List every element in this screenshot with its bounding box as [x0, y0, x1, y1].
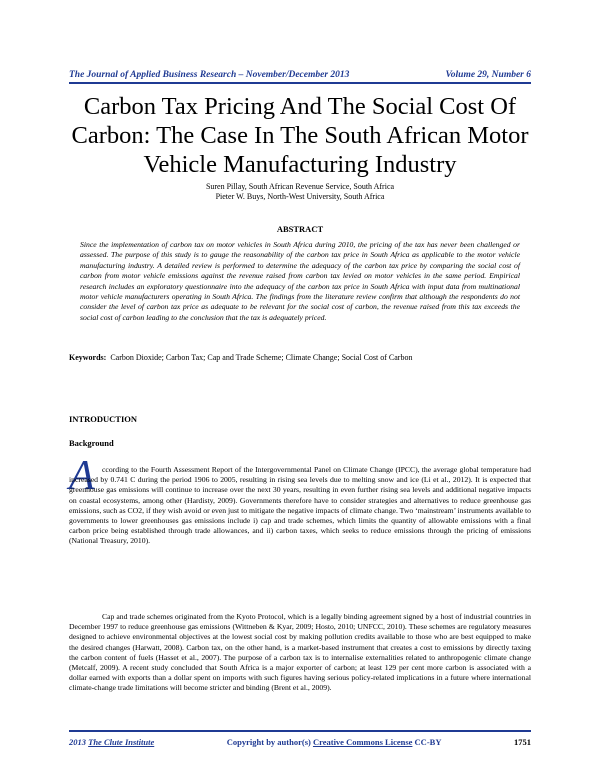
section-heading-introduction: INTRODUCTION: [69, 414, 138, 424]
paper-title: Carbon Tax Pricing And The Social Cost Of Carbon: The Case In The South African Motor Vehicle Manufacturing Industry: [71, 93, 529, 178]
footer-year: 2013: [69, 737, 86, 747]
author-2: Pieter W. Buys, North-West University, South Africa: [215, 192, 385, 201]
keywords-text: Carbon Dioxide; Carbon Tax; Cap and Trade Scheme; Climate Change; Social Cost of Carbon: [110, 353, 413, 362]
footer-rule: [69, 730, 531, 732]
body-paragraph-2: Cap and trade schemes originated from the Kyoto Protocol, which is a legally binding agreement signed by a host of industrial countries in December 1997 to reduce greenhouse gas emissions (Wittneben & Kyar, 2009; Hosto, 2010; UNFCC, 2010). These schemes are regulatory measures designed to achieve environmental objectives at the lowest social cost by making pollution credits available to those who are best equipped to make the desired changes (Harwatt, 2008). Carbon tax, on the other hand, is a market-based instrument that creates a cost to emissions by directly taxing the carbon content of fuels (Hasset et al., 2007). The purpose of a carbon tax is to internalise externalities related to anthropogenic climate change (Metcalf, 2009). A recent study concluded that South Africa is a major exporter of carbon; at least 129 per cent more carbon is associated with a dollar earned with exports than a dollar spent on imports with such figures having serious policy-related implications in a future where international climate-change trade limitations will become stricter and binding (Brent et al., 2009).: [69, 612, 531, 693]
keywords: [69, 353, 540, 362]
license-link[interactable]: Creative Commons License: [312, 737, 413, 747]
page-number: 1751: [513, 737, 531, 747]
volume-number: Volume 29, Number 6: [445, 70, 531, 80]
copyright-text: Copyright by author(s): [226, 737, 311, 747]
page-footer: [69, 737, 531, 747]
author-list: [60, 182, 540, 202]
running-header: [69, 70, 531, 80]
header-rule: [69, 82, 531, 84]
journal-name: The Journal of Applied Business Research – November/December 2013: [69, 70, 350, 80]
author-1: Suren Pillay, South African Revenue Service, South Africa: [205, 182, 395, 191]
body-paragraph-1: ccording to the Fourth Assessment Report of the Intergovernmental Panel on Climate Change (IPCC), the average global temperature had increased by 0.741 C during the period 1906 to 2005, resulting in rising sea levels due to melting snow and ice (Li et al., 2012). It is expected that greenhouse gas emissions will continue to increase over the next 30 years, resulting in even further rising sea levels and additional negative impacts on coastal ecosystems, among other (Hardisty, 2009). Governments therefore have to consider strategies and alternatives to reduce greenhouse gas emissions, such as CO2, if they wish avoid or even just to mitigate the negative impacts of climate change. Two ‘mainstream’ instruments available to governments to lower greenhouses gas emissions include i) cap and trade schemes, which limits the quantity of allowable emissions with a final carbon price being established through trade allowances, and ii) carbon taxes, which seeks to reduce emissions through the pricing of emissions (National Treasury, 2010).: [69, 465, 531, 546]
keywords-label: Keywords:: [69, 353, 107, 362]
footer-copyright: [227, 737, 442, 747]
abstract-heading: ABSTRACT: [276, 224, 324, 234]
drop-cap: A: [69, 453, 95, 499]
license-type: CC-BY: [414, 737, 442, 747]
abstract-text: Since the implementation of carbon tax on motor vehicles in South Africa during 2010, the pricing of the tax has never been challenged or assessed. The purpose of this study is to gauge the reasonability of the carbon tax price in South Africa as applicable to the motor vehicle manufacturing industry. A detailed review is performed to determine the adequacy of the carbon tax price by comparing the social cost of carbon from motor vehicle emissions against the revenue raised from carbon tax levied on motor vehicles in the same period. Empirical research includes an exploratory questionnaire into the adequacy of the carbon tax price in South Africa with input data from multinational motor vehicle manufacturers operating in South Africa. The findings from the literature review confirm that although the respondents do not consider the level of carbon tax price as adequate to be relevant for the social cost of carbon, the revenue raised from this tax exceeds the social cost of carbon leading to the conclusion that the tax is adequately priced.: [80, 240, 520, 322]
publisher-link[interactable]: The Clute Institute: [88, 737, 155, 747]
subsection-heading-background: Background: [69, 438, 114, 448]
footer-publisher: [69, 737, 154, 747]
